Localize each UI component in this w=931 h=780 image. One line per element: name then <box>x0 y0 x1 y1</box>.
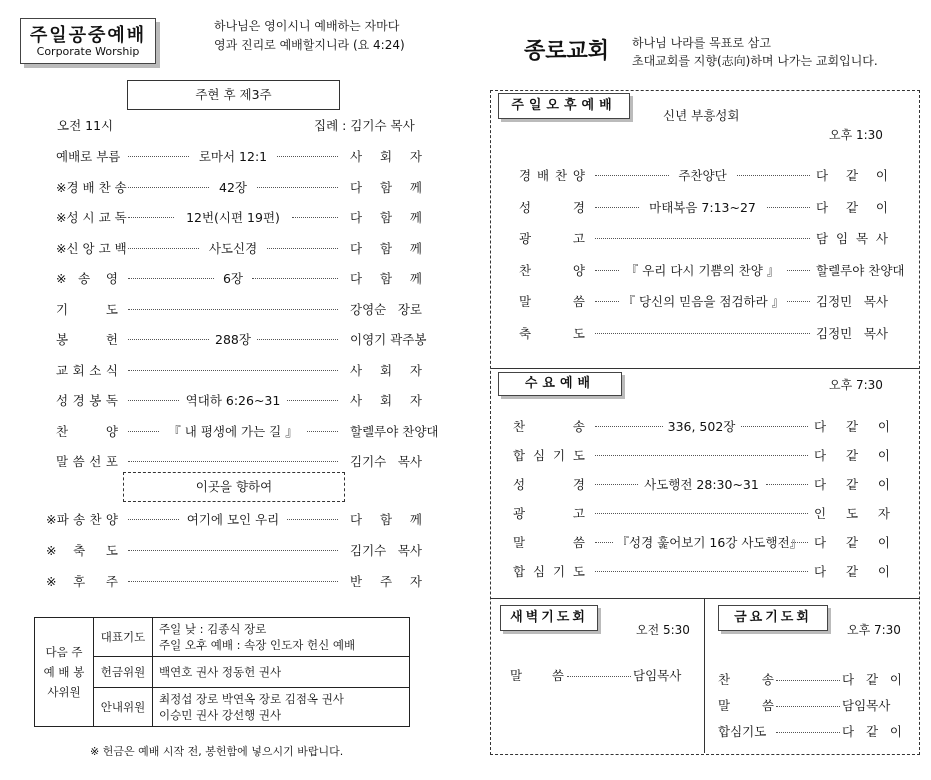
order-performer: 다 같 이 <box>814 477 890 492</box>
order-performer: 사 회 자 <box>350 362 422 378</box>
order-detail: 『 우리 다시 기쁨의 찬양 』 <box>625 262 780 278</box>
order-performer: 담임목사 <box>842 698 891 713</box>
dot-leader <box>287 519 338 520</box>
order-label: 광 고 <box>513 506 585 521</box>
dawn-time: 오전 5:30 <box>636 623 690 637</box>
worship-title-korean: 주일공중예배 <box>29 25 147 46</box>
church-motto-2: 초대교회를 지향(志向)하며 나가는 교회입니다. <box>632 54 878 68</box>
dot-leader <box>767 207 811 208</box>
order-performer: 강영순 장로 <box>350 301 422 317</box>
service-time: 오전 11시 <box>57 118 114 133</box>
order-detail: 12번(시편 19편) <box>186 210 280 225</box>
order-label: 경 배 찬 양 <box>519 168 585 183</box>
dot-leader <box>128 309 338 310</box>
afternoon-time: 오후 1:30 <box>829 128 883 142</box>
dot-leader <box>595 207 639 208</box>
dot-leader <box>776 680 840 681</box>
order-label: 말 씀 선 포 <box>56 454 118 469</box>
order-detail: 마태복음 7:13~27 <box>649 199 756 215</box>
order-detail: 6장 <box>222 271 244 286</box>
order-label: ※후 주 <box>46 574 118 589</box>
order-performer: 반 주 자 <box>350 574 422 589</box>
dot-leader <box>252 278 338 279</box>
dot-leader <box>128 550 338 551</box>
volunteer-names-line: 주일 낮 : 김종식 장로 <box>159 622 267 636</box>
order-detail: 『 내 평생에 가는 길 』 <box>168 423 298 439</box>
order-label: 성 경 봉 독 <box>56 393 118 408</box>
offering-footnote: ※ 헌금은 예배 시작 전, 봉헌함에 넣으시기 바랍니다. <box>90 745 344 758</box>
wednesday-heading: 수요예배 <box>498 372 622 396</box>
order-detail: 42장 <box>219 179 247 195</box>
order-detail: 여기에 모인 우리 <box>186 512 280 527</box>
order-performer: 김정민 목사 <box>816 325 888 341</box>
order-label: 예배로 부름 <box>56 149 121 164</box>
dot-leader <box>595 270 619 271</box>
dot-leader <box>595 333 810 334</box>
dot-leader <box>287 400 338 401</box>
dot-leader <box>307 431 338 432</box>
dot-leader <box>257 339 338 340</box>
dot-leader <box>595 513 808 514</box>
order-performer: 김기수 목사 <box>350 543 422 558</box>
dot-leader <box>595 455 808 456</box>
afternoon-subtitle: 신년 부흥성회 <box>663 108 740 123</box>
dot-leader <box>128 187 209 188</box>
order-label: 찬 양 <box>519 262 585 278</box>
order-label: ※신 앙 고 백 <box>56 240 127 256</box>
dot-leader <box>776 732 840 733</box>
order-detail: 『성경 훑어보기 16강 사도행전』 <box>616 535 803 550</box>
order-detail: 사도행전 28:30~31 <box>644 477 759 492</box>
volunteer-role: 헌금위원 <box>94 657 153 688</box>
dot-leader <box>128 400 179 401</box>
order-label: 합심기도 <box>718 724 767 739</box>
order-performer: 김기수 목사 <box>350 454 422 469</box>
order-performer: 다 같 이 <box>814 564 890 579</box>
friday-time: 오후 7:30 <box>847 623 901 637</box>
dot-leader <box>128 581 338 582</box>
order-performer: 다 함 께 <box>350 210 422 225</box>
order-performer: 다 함 께 <box>350 271 422 286</box>
verse-line-1: 하나님은 영이시니 예배하는 자마다 <box>214 19 400 33</box>
volunteer-names-line: 이승민 권사 강선행 권사 <box>159 708 282 722</box>
volunteer-names <box>153 618 410 657</box>
volunteer-role: 대표기도 <box>94 618 153 657</box>
order-label: 찬 송 <box>513 419 585 434</box>
dot-leader <box>267 248 338 249</box>
volunteers-heading <box>35 618 94 727</box>
verse-line-2: 영과 진리로 예배할지니라 (요 4:24) <box>214 38 405 52</box>
order-performer: 다 같 이 <box>842 672 902 687</box>
order-label: 말 씀 <box>519 294 585 309</box>
order-performer: 사 회 자 <box>350 393 422 408</box>
worship-title-box <box>20 18 156 64</box>
order-performer: 사 회 자 <box>350 149 422 164</box>
order-label: ※축 도 <box>46 543 118 558</box>
divider <box>491 598 919 599</box>
order-label: 찬 양 <box>56 423 118 439</box>
dot-leader <box>766 484 809 485</box>
volunteer-names-line: 최정섭 장로 박연옥 장로 김점옥 권사 <box>159 692 344 706</box>
volunteers-heading-text: 다음 주 예 배 봉사위원 <box>43 645 85 699</box>
order-performer: 김정민 목사 <box>816 294 888 309</box>
order-label: 축 도 <box>519 325 585 341</box>
order-label: 광 고 <box>519 231 585 246</box>
church-motto-1: 하나님 나라를 목표로 삼고 <box>632 36 771 50</box>
order-performer: 다 같 이 <box>816 168 888 183</box>
worship-title-english: Corporate Worship <box>36 45 140 58</box>
order-label: ※송 영 <box>56 271 118 286</box>
dot-leader <box>595 542 613 543</box>
order-label: 합 심 기 도 <box>513 448 585 463</box>
dot-leader <box>128 156 189 157</box>
order-detail: 288장 <box>215 332 251 347</box>
order-label: 말 씀 <box>510 668 564 683</box>
dot-leader <box>595 426 663 427</box>
order-label: 말 씀 <box>718 698 774 713</box>
dot-leader <box>128 461 338 462</box>
dot-leader <box>128 248 199 249</box>
dot-leader <box>128 217 174 218</box>
dot-leader <box>595 301 619 302</box>
order-label: 기 도 <box>56 301 118 317</box>
order-detail: 336, 502장 <box>667 419 736 434</box>
volunteer-role: 안내위원 <box>94 688 153 727</box>
dot-leader <box>128 519 179 520</box>
dot-leader <box>257 187 338 188</box>
order-performer: 이영기 곽주봉 <box>350 332 427 347</box>
dot-leader <box>595 571 808 572</box>
order-detail: 역대하 6:26~31 <box>185 393 281 408</box>
order-performer: 다 함 께 <box>350 179 422 195</box>
order-performer: 인 도 자 <box>814 506 890 521</box>
volunteer-names <box>153 688 410 727</box>
order-label: 성 경 <box>513 477 585 492</box>
order-performer: 다 같 이 <box>814 535 890 550</box>
dot-leader <box>128 431 159 432</box>
afternoon-heading: 주일오후예배 <box>498 93 630 119</box>
dot-leader <box>277 156 338 157</box>
order-label: 교 회 소 식 <box>56 362 118 378</box>
dot-leader <box>595 484 638 485</box>
wednesday-time: 오후 7:30 <box>829 378 883 392</box>
order-performer: 담임목사 <box>633 668 682 683</box>
order-performer: 다 같 이 <box>842 724 902 739</box>
dot-leader <box>567 676 631 677</box>
friday-heading: 금요기도회 <box>718 605 828 631</box>
divider <box>491 368 919 369</box>
dot-leader <box>595 238 810 239</box>
dot-leader <box>741 426 809 427</box>
presider: 집례 : 김기수 목사 <box>314 118 415 133</box>
dot-leader <box>595 175 669 176</box>
order-performer: 할렐루야 찬양대 <box>816 262 905 278</box>
order-performer: 할렐루야 찬양대 <box>350 423 439 439</box>
dot-leader <box>776 706 840 707</box>
dot-leader <box>128 339 209 340</box>
order-label: 봉 헌 <box>56 332 118 347</box>
divider <box>704 598 705 753</box>
order-detail: 사도신경 <box>208 240 258 256</box>
order-label: 성 경 <box>519 199 585 215</box>
week-label: 주현 후 제3주 <box>127 80 340 110</box>
dot-leader <box>787 270 811 271</box>
order-label: ※파 송 찬 양 <box>46 512 118 527</box>
order-performer: 다 같 이 <box>814 448 890 463</box>
dot-leader <box>787 301 811 302</box>
dot-leader <box>128 278 214 279</box>
order-performer: 다 함 께 <box>350 240 422 256</box>
order-label: ※경 배 찬 송 <box>56 179 127 195</box>
order-performer: 다 같 이 <box>816 199 888 215</box>
order-label: ※성 시 교 독 <box>56 210 127 225</box>
sermon-title: 이곳을 향하여 <box>123 472 345 502</box>
dawn-heading: 새벽기도회 <box>500 605 598 631</box>
dot-leader <box>737 175 811 176</box>
order-performer: 담 임 목 사 <box>816 231 888 246</box>
volunteer-names-line: 주일 오후 예배 : 속장 인도자 헌신 예배 <box>159 638 356 652</box>
order-detail: 『 당신의 믿음을 점검하라 』 <box>622 294 785 309</box>
volunteer-names: 백연호 권사 정동헌 권사 <box>153 657 410 688</box>
order-label: 말 씀 <box>513 535 585 550</box>
volunteers-table <box>34 617 410 727</box>
church-name: 종로교회 <box>524 38 610 64</box>
order-detail: 주찬양단 <box>678 168 727 183</box>
order-performer: 다 같 이 <box>814 419 890 434</box>
order-label: 찬 송 <box>718 672 774 687</box>
dot-leader <box>292 217 338 218</box>
dot-leader <box>128 370 338 371</box>
order-label: 합 심 기 도 <box>513 564 585 579</box>
order-detail: 로마서 12:1 <box>198 149 268 164</box>
order-performer: 다 함 께 <box>350 512 422 527</box>
